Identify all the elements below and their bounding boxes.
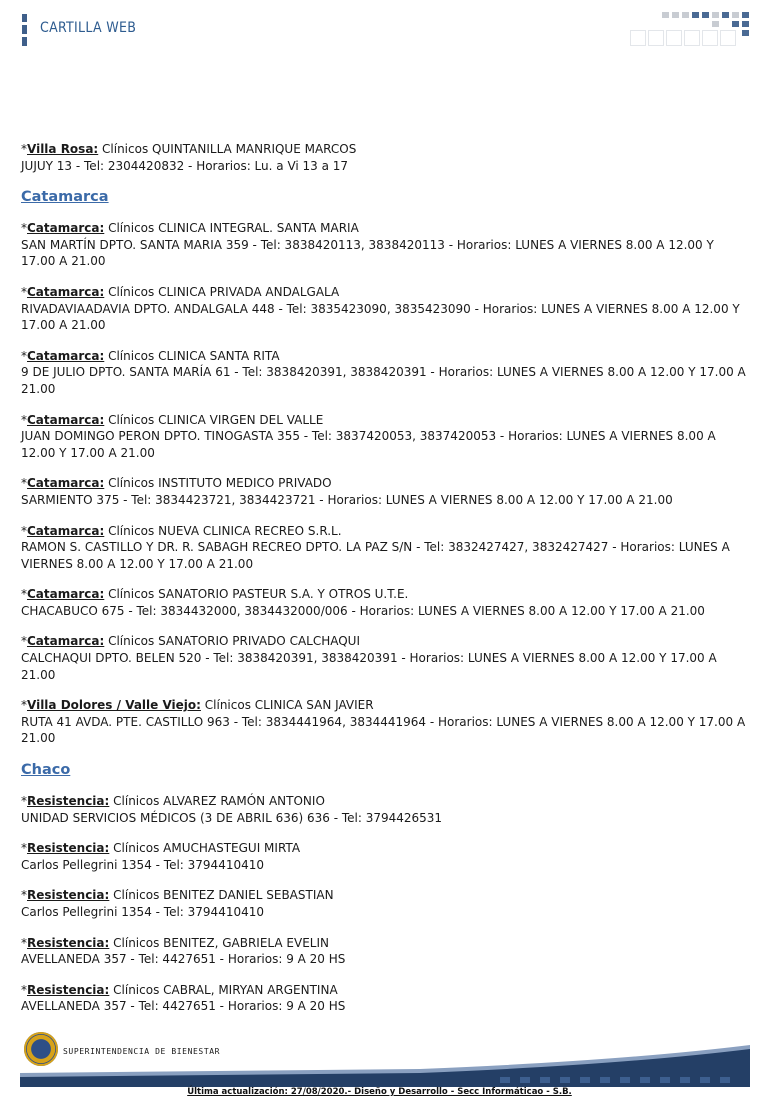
provider-detail: RIVADAVIAADAVIA DPTO. ANDALGALA 448 - Tel: 3835423090, 3835423090 - Horarios: LUNES A VIERNES 8.00 A 12.00 Y 17.00 A 21.00 [21,301,740,333]
provider-detail: JUJUY 13 - Tel: 2304420832 - Horarios: Lu. a Vi 13 a 17 [21,158,349,173]
location-label: Resistencia: [27,982,110,997]
header-title: CARTILLA WEB [40,20,137,36]
provider-detail: AVELLANEDA 357 - Tel: 4427651 - Horarios: 9 A 20 HS [21,952,346,967]
list-item: *Catamarca: Clínicos CLINICA PRIVADA ANDALGALA RIVADAVIAADAVIA DPTO. ANDALGALA 448 - Tel: 3835423090, 3835423090 - Horarios: LUNES A VIERNES 8.00 A 12.00 Y 17.00 A 21.00 [21,284,746,334]
list-item: *Catamarca: Clínicos CLINICA SANTA RITA 9 DE JULIO DPTO. SANTA MARÍA 61 - Tel: 3838420391, 3838420391 - Horarios: LUNES A VIERNES 8.00 A 12.00 Y 17.00 A 21.00 [21,348,746,396]
list-item: *Catamarca: Clínicos CLINICA INTEGRAL. SANTA MARIA SAN MARTÍN DPTO. SANTA MARIA 359 - Tel: 3838420113, 3838420113 - Horarios: LUNES A VIERNES 8.00 A 12.00 Y 17.00 A 21.00 [21,220,746,270]
province-heading-catamarca[interactable]: Catamarca [21,189,109,206]
list-item: *Catamarca: Clínicos NUEVA CLINICA RECREO S.R.L. RAMON S. CASTILLO Y DR. R. SABAGH RECREO DPTO. LA PAZ S/N - Tel: 3832427427, 3832427427 - Horarios: LUNES A VIERNES 8.00 A 12.00 Y 17.00 A 21.00 [21,523,746,573]
list-item: *Resistencia: Clínicos CABRAL, MIRYAN ARGENTINA AVELLANEDA 357 - Tel: 4427651 - Horarios: 9 A 20 HS [21,982,746,1015]
provider-name: Clínicos CLINICA VIRGEN DEL VALLE [104,412,324,427]
seal-logo-icon [24,1032,58,1066]
provider-name: Clínicos BENITEZ DANIEL SEBASTIAN [109,888,334,903]
provider-detail: CALCHAQUI DPTO. BELEN 520 - Tel: 3838420391, 3838420391 - Horarios: LUNES A VIERNES 8.00 A 12.00 Y 17.00 A 21.00 [21,651,717,682]
location-label: Resistencia: [27,935,110,950]
location-label: Resistencia: [27,841,110,856]
header-decoration-icon [628,12,752,48]
list-item: *Villa Rosa: Clínicos QUINTANILLA MANRIQUE MARCOS JUJUY 13 - Tel: 2304420832 - Horarios: Lu. a Vi 13 a 17 [21,141,746,174]
provider-detail: 9 DE JULIO DPTO. SANTA MARÍA 61 - Tel: 3838420391, 3838420391 - Horarios: LUNES A VIERNES 8.00 A 12.00 Y 17.00 A 21.00 [21,365,746,396]
location-label: Resistencia: [27,888,110,903]
provider-name: Clínicos CLINICA INTEGRAL. SANTA MARIA [104,221,359,236]
provider-detail: AVELLANEDA 357 - Tel: 4427651 - Horarios: 9 A 20 HS [21,999,346,1014]
provider-name: Clínicos INSTITUTO MEDICO PRIVADO [104,476,332,491]
list-item: *Resistencia: Clínicos AMUCHASTEGUI MIRTA Carlos Pellegrini 1354 - Tel: 3794410410 [21,840,746,873]
last-updated: Última actualización: 27/08/2020.- Diseño y Desarrollo - Secc Informáticao - S.B. [187,1087,572,1097]
location-label: Catamarca: [27,284,105,299]
provider-detail: Carlos Pellegrini 1354 - Tel: 3794410410 [21,857,264,872]
list-item: *Resistencia: Clínicos BENITEZ, GABRIELA EVELIN AVELLANEDA 357 - Tel: 4427651 - Horarios: 9 A 20 HS [21,935,746,968]
location-label: Catamarca: [27,412,105,427]
location-label: Catamarca: [27,634,105,649]
provider-name: Clínicos SANATORIO PASTEUR S.A. Y OTROS U.T.E. [104,587,409,602]
provider-detail: CHACABUCO 675 - Tel: 3834432000, 3834432000/006 - Horarios: LUNES A VIERNES 8.00 A 12.00 Y 17.00 A 21.00 [21,603,705,618]
header-bar-icon [22,14,27,46]
provider-detail: SARMIENTO 375 - Tel: 3834423721, 3834423721 - Horarios: LUNES A VIERNES 8.00 A 12.00 Y 17.00 A 21.00 [21,492,673,507]
location-label: Catamarca: [27,523,105,538]
organization-name: SUPERINTENDENCIA DE BIENESTAR [63,1047,221,1056]
directory-content [21,141,746,1029]
list-item: *Villa Dolores / Valle Viejo: Clínicos CLINICA SAN JAVIER RUTA 41 AVDA. PTE. CASTILLO 963 - Tel: 3834441964, 3834441964 - Horarios: LUNES A VIERNES 8.00 A 12.00 Y 17.00 A 21.00 [21,698,746,746]
location-label: Villa Dolores / Valle Viejo: [27,698,201,713]
list-item: *Resistencia: Clínicos BENITEZ DANIEL SEBASTIAN Carlos Pellegrini 1354 - Tel: 3794410410 [21,887,746,920]
provider-name: Clínicos CLINICA PRIVADA ANDALGALA [104,284,340,299]
location-label: Catamarca: [27,348,105,363]
list-item: *Catamarca: Clínicos SANATORIO PRIVADO CALCHAQUI CALCHAQUI DPTO. BELEN 520 - Tel: 3838420391, 3838420391 - Horarios: LUNES A VIERNES 8.00 A 12.00 Y 17.00 A 21.00 [21,633,746,683]
provider-detail: Carlos Pellegrini 1354 - Tel: 3794410410 [21,905,264,919]
provider-name: Clínicos CLINICA SAN JAVIER [200,698,374,713]
province-heading-chaco[interactable]: Chaco [21,762,71,779]
location-label: Catamarca: [27,587,105,602]
list-item: *Resistencia: Clínicos ALVAREZ RAMÓN ANTONIO UNIDAD SERVICIOS MÉDICOS (3 DE ABRIL 636) 636 - Tel: 3794426531 [21,793,746,826]
provider-detail: JUAN DOMINGO PERON DPTO. TINOGASTA 355 - Tel: 3837420053, 3837420053 - Horarios: LUNES A VIERNES 8.00 A 12.00 Y 17.00 A 21.00 [21,429,716,460]
page-header [0,0,759,60]
provider-name: Clínicos CLINICA SANTA RITA [104,348,280,363]
provider-detail: RUTA 41 AVDA. PTE. CASTILLO 963 - Tel: 3834441964, 3834441964 - Horarios: LUNES A VIERNES 8.00 A 12.00 Y 17.00 A 21.00 [21,714,746,746]
location-label: Catamarca: [27,476,105,491]
provider-name: Clínicos ALVAREZ RAMÓN ANTONIO [109,794,325,809]
provider-name: Clínicos QUINTANILLA MANRIQUE MARCOS [98,142,357,156]
list-item: *Catamarca: Clínicos SANATORIO PASTEUR S.A. Y OTROS U.T.E. CHACABUCO 675 - Tel: 3834432000, 3834432000/006 - Horarios: LUNES A VIERNES 8.00 A 12.00 Y 17.00 A 21.00 [21,586,746,619]
provider-detail: RAMON S. CASTILLO Y DR. R. SABAGH RECREO DPTO. LA PAZ S/N - Tel: 3832427427, 3832427427 - Horarios: LUNES A VIERNES 8.00 A 12.00 Y 17.00 A 21.00 [21,540,730,571]
provider-name: Clínicos AMUCHASTEGUI MIRTA [109,841,301,856]
location-label: Catamarca: [27,221,105,236]
provider-name: Clínicos CABRAL, MIRYAN ARGENTINA [109,982,338,997]
location-label: Resistencia: [27,794,110,809]
provider-detail: SAN MARTÍN DPTO. SANTA MARIA 359 - Tel: 3838420113, 3838420113 - Horarios: LUNES A VIERNES 8.00 A 12.00 Y 17.00 A 21.00 [21,237,714,269]
provider-name: Clínicos BENITEZ, GABRIELA EVELIN [109,935,329,950]
list-item: *Catamarca: Clínicos INSTITUTO MEDICO PRIVADO SARMIENTO 375 - Tel: 3834423721, 3834423721 - Horarios: LUNES A VIERNES 8.00 A 12.00 Y 17.00 A 21.00 [21,475,746,508]
provider-name: Clínicos NUEVA CLINICA RECREO S.R.L. [104,523,342,538]
page-footer [0,1025,759,1101]
provider-name: Clínicos SANATORIO PRIVADO CALCHAQUI [104,634,361,649]
list-item: *Catamarca: Clínicos CLINICA VIRGEN DEL VALLE JUAN DOMINGO PERON DPTO. TINOGASTA 355 - Tel: 3837420053, 3837420053 - Horarios: LUNES A VIERNES 8.00 A 12.00 Y 17.00 A 21.00 [21,412,746,462]
provider-detail: UNIDAD SERVICIOS MÉDICOS (3 DE ABRIL 636) 636 - Tel: 3794426531 [21,810,443,825]
location-label: Villa Rosa: [27,142,99,156]
